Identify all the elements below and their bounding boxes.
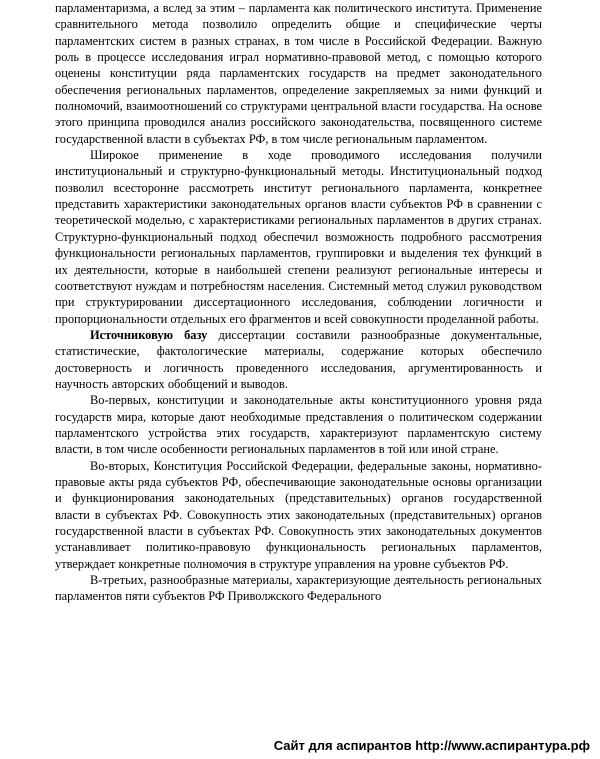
- paragraph-2-text: Широкое применение в ходе проводимого исследования получили институциональный и структурно-функциональный методы. Институциональный подход позволил всесторонне рассмотреть институт регионального парламента, конкретнее представить характеристики законодательных органов власти субъектов РФ в сравнении с теоретической моделью, с характеристиками региональных парламентов в других странах. Структурно-функциональный подход обеспечил возможность подробного рассмотрения функциональности региональных парламентов, группировки и выделения тех функций в их деятельности, которые в наибольшей степени реализуют региональные интересы и соответствуют нуждам и потребностям населения. Системный метод служил руководством при структурировании диссертационного исследования, соблюдении логичности и пропорциональности отдельных его фрагментов и всей совокупности проделанной работы.: [55, 148, 542, 326]
- paragraph-3: [55, 327, 542, 392]
- paragraph-6: [55, 572, 542, 605]
- paragraph-5-text: Во-вторых, Конституция Российской Федерации, федеральные законы, нормативно-правовые акты ряда субъектов РФ, обеспечивающие законодательные основы организации и функционирования законодательных (представительных) органов государственной власти в субъектах РФ. Совокупность этих законодательных (представительных) органов государственной власти в субъектах РФ. Совокупность этих законодательных документов устанавливает политико-правовую функциональность региональных парламентов, утверждает конкретные полномочия в структуре управления на уровне субъектов РФ.: [55, 458, 542, 571]
- site-footer-caption: Сайт для аспирантов http://www.аспирантура.рф: [273, 738, 590, 753]
- document-body: [55, 0, 542, 605]
- paragraph-4: [55, 392, 542, 457]
- paragraph-2: [55, 147, 542, 327]
- paragraph-1: [55, 0, 542, 147]
- paragraph-1-text: парламентаризма, а вслед за этим – парламента как политического института. Применение сравнительного метода позволило определить общие и специфические черты парламентских систем в разных странах, в том числе в Российской Федерации. Важную роль в процессе исследования играл нормативно-правовой метод, с помощью которого оценены конституции ряда парламентских государств на предмет законодательного обеспечения региональных парламентов, определение закрепляемых за ними функций и полномочий, взаимоотношений со структурами центральной власти государства. На основе этого принципа проводился анализ российского законодательства, посвященного системе государственной власти в субъектах РФ, в том числе региональным парламентом.: [55, 1, 542, 146]
- paragraph-3-text: диссертации составили разнообразные документальные, статистические, фактологические материалы, содержание которых обеспечило достоверность и логичность проведенного исследования, аргументированность и научность авторских обобщений и выводов.: [55, 327, 542, 391]
- paragraph-5: [55, 458, 542, 572]
- paragraph-6-text: В-третьих, разнообразные материалы, характеризующие деятельность региональных парламентов пяти субъектов РФ Приволжского Федерального: [55, 573, 542, 604]
- paragraph-3-lead: Источниковую базу: [90, 327, 208, 342]
- paragraph-4-text: Во-первых, конституции и законодательные акты конституционного уровня ряда государств мира, которые дают необходимые представления о политическом содержании парламентского устройства этих государств, характеризуют парламентскую систему власти, в том числе особенности региональных парламентов в той или иной стране.: [55, 393, 542, 457]
